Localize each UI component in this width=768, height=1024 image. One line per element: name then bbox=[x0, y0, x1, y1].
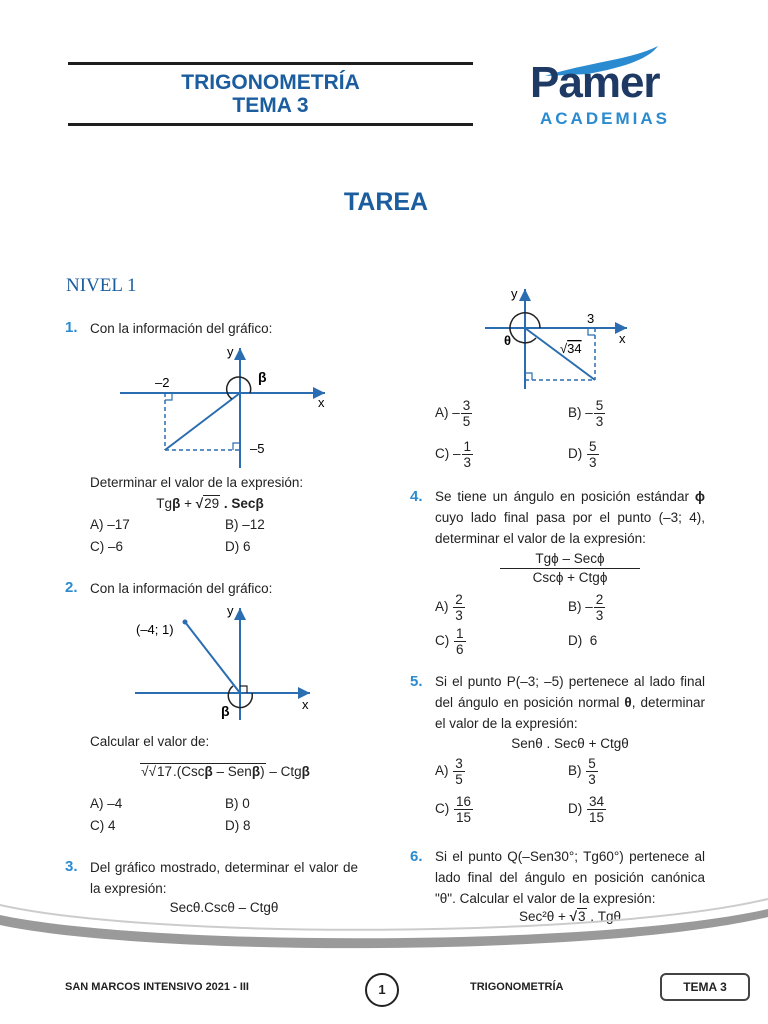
page-number: 1 bbox=[365, 973, 399, 1007]
theta-label: θ bbox=[504, 333, 512, 348]
q2-option-b[interactable]: B) 0 bbox=[225, 796, 250, 811]
q1-prompt: Determinar el valor de la expresión: bbox=[90, 475, 304, 490]
terminal-side bbox=[165, 393, 240, 450]
q2-option-d[interactable]: D) 8 bbox=[225, 818, 251, 833]
q1-option-d[interactable]: D) 6 bbox=[225, 539, 251, 554]
q4-option-a[interactable]: A) $\frac{2}{3}$ bbox=[435, 592, 463, 623]
footer-program: SAN MARCOS INTENSIVO 2021 - III bbox=[65, 981, 249, 993]
header-title-box bbox=[68, 62, 473, 126]
q3-option-a[interactable]: A) – $\frac{3}{5}$ bbox=[435, 398, 471, 429]
q4-text: Se tiene un ángulo en posición estándar ϕ cuyo lado final pasa por el punto (–3; 4), determinar el valor de la expresión: bbox=[435, 489, 705, 546]
y-label: y bbox=[227, 344, 234, 359]
q3-option-c[interactable]: C) – $\frac{1}{3}$ bbox=[435, 439, 472, 470]
footer-swoosh-icon bbox=[0, 895, 768, 965]
q1-option-b[interactable]: B) –12 bbox=[225, 517, 265, 532]
q1-expression: Tgβ + √29 . Secβ bbox=[156, 496, 264, 511]
q3-option-d[interactable]: D) $\frac{5}{3}$ bbox=[568, 439, 597, 470]
terminal-side bbox=[185, 622, 240, 693]
footer-subject: TRIGONOMETRÍA bbox=[470, 981, 564, 993]
q1-option-c[interactable]: C) –6 bbox=[90, 539, 124, 554]
beta-label: β bbox=[258, 369, 267, 385]
page-title: TAREA bbox=[343, 188, 429, 216]
angle-arc bbox=[227, 377, 251, 399]
footer-tema-badge: TEMA 3 bbox=[660, 973, 750, 1001]
point-label: (–4; 1) bbox=[136, 622, 174, 637]
q6-number: 6. bbox=[410, 848, 423, 865]
q2-prompt: Calcular el valor de: bbox=[90, 734, 210, 749]
header-topic: TEMA 3 bbox=[232, 94, 309, 117]
q4-number: 4. bbox=[410, 488, 423, 505]
logo-name: Pamer bbox=[530, 58, 660, 107]
q3-number: 3. bbox=[65, 858, 78, 875]
q2-option-c[interactable]: C) 4 bbox=[90, 818, 116, 833]
q5-expression: Senθ . Secθ + Ctgθ bbox=[511, 736, 629, 751]
q1-graph bbox=[115, 340, 345, 470]
x-value: –2 bbox=[155, 375, 170, 390]
q5-option-d[interactable]: D) $\frac{34}{15}$ bbox=[568, 794, 605, 825]
pamer-logo bbox=[530, 40, 705, 132]
q3-graph bbox=[475, 283, 640, 391]
hyp-label: √34 bbox=[560, 341, 582, 356]
y-label: y bbox=[227, 603, 234, 618]
q2-option-a[interactable]: A) –4 bbox=[90, 796, 123, 811]
level-heading: NIVEL 1 bbox=[66, 275, 137, 296]
q3-text: Del gráfico mostrado, determinar el valor de la expresión: bbox=[90, 860, 358, 896]
header-subject: TRIGONOMETRÍA bbox=[181, 71, 360, 94]
x-label: x bbox=[619, 331, 626, 346]
q5-option-a[interactable]: A) $\frac{3}{5}$ bbox=[435, 756, 463, 787]
q2-graph bbox=[130, 600, 330, 722]
y-value: –5 bbox=[250, 441, 265, 456]
q6-expression: Sec²θ + √3 . Tgθ bbox=[518, 909, 622, 924]
x-value: 3 bbox=[587, 311, 595, 326]
q2-text: Con la información del gráfico: bbox=[90, 581, 273, 596]
q5-text: Si el punto P(–3; –5) pertenece al lado final del ángulo en posición normal θ, determinar el valor de la expresión: bbox=[435, 674, 706, 731]
q6-text: Si el punto Q(–Sen30°; Tg60°) pertenece al lado final del ángulo en posición canónica "θ". Calcular el valor de la expresión: bbox=[435, 849, 705, 906]
q3-option-b[interactable]: B) – $\frac{5}{3}$ bbox=[568, 398, 604, 429]
x-label: x bbox=[318, 395, 325, 410]
q5-option-b[interactable]: B) $\frac{5}{3}$ bbox=[568, 756, 596, 787]
q1-option-a[interactable]: A) –17 bbox=[90, 517, 130, 532]
q4-option-d[interactable]: D) 6 bbox=[568, 633, 598, 648]
logo-subtitle: ACADEMIAS bbox=[540, 109, 670, 128]
beta-label: β bbox=[221, 703, 230, 719]
q1-text: Con la información del gráfico: bbox=[90, 321, 273, 336]
q5-number: 5. bbox=[410, 673, 423, 690]
q5-option-c[interactable]: C) $\frac{16}{15}$ bbox=[435, 794, 472, 825]
q4-expression: Tgϕ – Secϕ Cscϕ + Ctgϕ bbox=[500, 550, 640, 587]
x-label: x bbox=[302, 697, 309, 712]
q2-expression: √√17.(Cscβ – Senβ) – Ctgβ bbox=[141, 764, 310, 779]
q4-option-c[interactable]: C) $\frac{1}{6}$ bbox=[435, 626, 464, 657]
y-label: y bbox=[511, 286, 518, 301]
q2-number: 2. bbox=[65, 579, 78, 596]
q1-number: 1. bbox=[65, 319, 78, 336]
q4-option-b[interactable]: B) – $\frac{2}{3}$ bbox=[568, 592, 604, 623]
q3-expression: Secθ.Cscθ – Ctgθ bbox=[169, 900, 279, 915]
